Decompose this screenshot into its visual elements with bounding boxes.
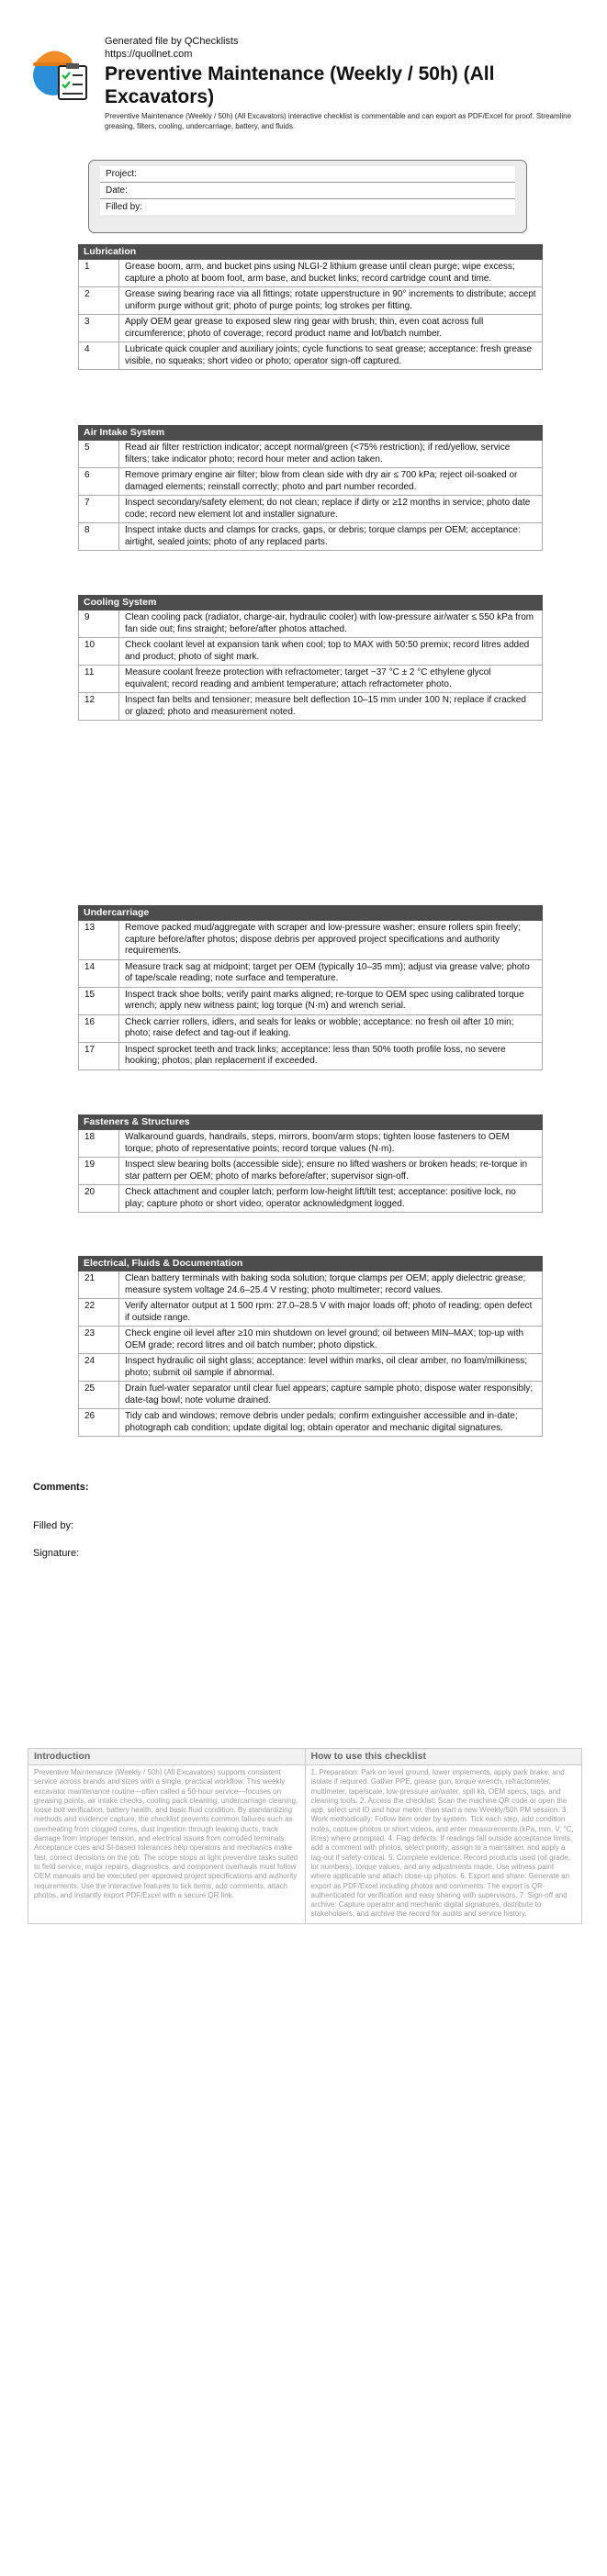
item-number: 22 xyxy=(79,1299,119,1326)
item-text: Clean battery terminals with baking soda solution; torque clamps per OEM; apply dielectric grease; measure system voltage 24.6–25.4 V resting; photo multimeter; record values. xyxy=(125,1273,526,1295)
item-text: Check carrier rollers, idlers, and seals for leaks or wobble; acceptance: no fresh oil after 10 min; photo; raise defect and tag-out if leaking. xyxy=(125,1016,514,1038)
section-fasteners-structures xyxy=(78,1114,543,1213)
checklist-item[interactable] xyxy=(78,315,543,342)
generated-by-text: Generated file by QChecklists xyxy=(105,36,239,47)
checklist-item[interactable] xyxy=(78,638,543,666)
checklist-item[interactable] xyxy=(78,1130,543,1158)
section-undercarriage xyxy=(78,905,543,1070)
checklist-item[interactable] xyxy=(78,342,543,370)
item-number: 25 xyxy=(79,1382,119,1408)
item-number: 9 xyxy=(79,610,119,637)
how-to-use-text: 1. Preparation: Park on level ground, lower implements, apply park brake, and isolate if required. Gather PPE, grease gun, torque wrench, refractometer, multimeter, tape/scale, low-pressure air/water, spill kit, OEM specs, tags, and cleaning tools. 2. Access the checklist: Scan the machine QR code or open the app, select unit ID and hour meter, then start a new Weekly/50h PM session. 3. Work methodically: Follow item order by system. Tick each step, add condition notes, capture photos or short videos, and enter measurements (kPa, mm, V, °C, litres) where prompted. 4. Flag defects: If readings fall outside acceptance limits, add a comment with photos, select priority, assign to a maintainer, and apply a tag-out if safety-critical. 5. Complete evidence: Record products used (oil grade, lot numbers), torque values, and any adjustments made. Use witness paint where applicable and attach close-up photos. 6. Export and share: Generate an export as PDF/Excel including photos and comments. The export is QR-authenticated for verification and easy sharing with supervisors. 7. Sign-off and archive: Capture operator and mechanic digital signatures, distribute to stakeholders, and archive the record for audits and service history. xyxy=(310,1768,574,1919)
item-text: Read air filter restriction indicator; accept normal/green (<75% restriction); if red/yellow, service filters; take indicator photo; record hour meter and action taken. xyxy=(125,442,511,465)
item-text: Check engine oil level after ≥10 min shutdown on level ground; oil between MIN–MAX; top-up with OEM grade; record litres and oil batch number; photo dipstick. xyxy=(125,1328,524,1350)
item-number: 21 xyxy=(79,1271,119,1298)
item-text: Grease boom, arm, and bucket pins using NLGI-2 lithium grease until clean purge; wipe excess; capture a photo at boom foot, arm base, and bucket links; record cartridge count and time. xyxy=(125,262,515,284)
footer-info xyxy=(28,1748,582,1924)
item-text: Tidy cab and windows; remove debris under pedals; confirm extinguisher accessible and in-date; photograph cab condition; update digital log; obtain operator and mechanic digital signatures. xyxy=(125,1411,518,1433)
item-number: 2 xyxy=(79,287,119,314)
checklist-item[interactable] xyxy=(78,610,543,638)
project-info-box xyxy=(88,160,527,233)
item-text: Grease swing bearing race via all fittings; rotate upperstructure in 90° increments to distribute; accept uniform purge without grit; photo of purge points; log strokes per fitting. xyxy=(125,289,536,311)
checklist-item[interactable] xyxy=(78,960,543,988)
item-number: 11 xyxy=(79,666,119,692)
item-text: Inspect fan belts and tensioner; measure belt deflection 10–15 mm under 100 N; replace if cracked or glazed; photo and measurement noted. xyxy=(125,695,526,717)
checklist-item[interactable] xyxy=(78,1015,543,1043)
checklist-item[interactable] xyxy=(78,921,543,960)
section-cooling-system xyxy=(78,595,543,721)
header-text xyxy=(105,35,578,131)
date-field[interactable]: Date: xyxy=(100,183,515,199)
checklist-item[interactable] xyxy=(78,287,543,315)
section-heading: Electrical, Fluids & Documentation xyxy=(78,1256,543,1271)
checklist-item[interactable] xyxy=(78,1409,543,1437)
page-description: Preventive Maintenance (Weekly / 50h) (All Excavators) interactive checklist is commentable and can export as PDF/Excel for proof. Streamline greasing, filters, cooling, undercarriage, battery, and fluids. xyxy=(105,112,572,130)
item-number: 7 xyxy=(79,496,119,522)
checklist-item[interactable] xyxy=(78,1354,543,1382)
section-heading: Cooling System xyxy=(78,595,543,610)
item-text: Walkaround guards, handrails, steps, mirrors, boom/arm stops; tighten loose fasteners to OEM torque; photo of representative points; record torque values (N·m). xyxy=(125,1132,510,1154)
item-number: 15 xyxy=(79,988,119,1014)
item-number: 4 xyxy=(79,342,119,369)
checklist-item[interactable] xyxy=(78,468,543,496)
item-text: Inspect sprocket teeth and track links; acceptance: less than 50% tooth profile loss, no severe hooking; photos; plan replacement if exceeded. xyxy=(125,1044,506,1066)
item-number: 1 xyxy=(79,260,119,286)
item-number: 5 xyxy=(79,441,119,467)
checklist-item[interactable] xyxy=(78,1271,543,1299)
checklist-item[interactable] xyxy=(78,988,543,1015)
project-field[interactable]: Project: xyxy=(100,166,515,183)
filled-by-label: Filled by: xyxy=(33,1520,74,1531)
item-text: Remove primary engine air filter; blow from clean side with dry air ≤ 700 kPa; reject oil-soaked or damaged elements; reinstall correctly; photo and part number recorded. xyxy=(125,470,518,492)
item-text: Check coolant level at expansion tank when cool; top to MAX with 50:50 premix; record litres added and product; photo of sight mark. xyxy=(125,640,530,662)
item-number: 16 xyxy=(79,1015,119,1042)
item-number: 26 xyxy=(79,1409,119,1436)
introduction-text: Preventive Maintenance (Weekly / 50h) (All Excavators) supports consistent service across brands and sizes with a single, practical workflow. This weekly excavator maintenance routine—often called a 50-hour service—focuses on greasing points, air intake checks, cooling pack cleaning, undercarriage cleaning, loose bolt verification, battery health, and basic fluid condition. By standardizing methods and evidence capture, the checklist prevents common failures such as overheating from clogged cores, dust ingestion through leaking ducts, track damage from improper tension, and electrical issues from corroded terminals. Acceptance cues and SI-based tolerances help operators and mechanics make fast, correct decisions on the job. The scope stops at light preventive tasks suited to field service; major repairs, diagnostics, and component overhauls must follow OEM manuals and be executed per approved project specifications and authority requirements. Use the interactive features to tick items, add comments, attach photos, and instantly export PDF/Excel with a secure QR link. xyxy=(34,1768,298,1899)
item-text: Measure track sag at midpoint; target per OEM (typically 10–35 mm); adjust via grease valve; photo of tape/scale reading; note surface and temperature. xyxy=(125,961,530,983)
checklist-item[interactable] xyxy=(78,523,543,551)
section-heading: Lubrication xyxy=(78,244,543,260)
introduction-column xyxy=(28,1749,306,1923)
introduction-heading: Introduction xyxy=(28,1749,305,1765)
source-url-link[interactable]: https://quollnet.com xyxy=(105,49,193,60)
item-text: Check attachment and coupler latch; perform low-height lift/tilt test; acceptance: positive lock, no play; capture photo or short video; operator acknowledgment logged. xyxy=(125,1187,516,1209)
item-text: Remove packed mud/aggregate with scraper and low-pressure washer; ensure rollers spin freely; capture before/after photos; dispose debris per approved project specifications and authority requirements. xyxy=(125,923,521,956)
page-title: Preventive Maintenance (Weekly / 50h) (All Excavators) xyxy=(105,63,495,107)
item-number: 10 xyxy=(79,638,119,665)
item-text: Inspect secondary/safety element; do not clean; replace if dirty or ≥12 months in service; photo date code; record new element lot and installer signature. xyxy=(125,498,531,520)
item-number: 14 xyxy=(79,960,119,987)
item-text: Apply OEM gear grease to exposed slew ring gear with brush; thin, even coat across full circumference; photo of coverage; record product name and lot/batch number. xyxy=(125,317,484,339)
comments-label: Comments: xyxy=(33,1482,89,1493)
item-text: Inspect intake ducts and clamps for cracks, gaps, or debris; torque clamps per OEM; acceptance: airtight, sealed joints; photo of any replaced parts. xyxy=(125,525,521,547)
checklist-item[interactable] xyxy=(78,1185,543,1213)
item-text: Measure coolant freeze protection with refractometer; target −37 °C ± 2 °C ethylene glycol equivalent; record reading and ambient temperature; attach refractometer photo. xyxy=(125,667,491,689)
checklist-item[interactable] xyxy=(78,666,543,693)
item-text: Drain fuel-water separator until clear fuel appears; capture sample photo; dispose water responsibly; date-tag bowl; note volume drained. xyxy=(125,1383,534,1406)
checklist-item[interactable] xyxy=(78,1043,543,1070)
section-air-intake-system xyxy=(78,425,543,551)
checklist-item[interactable] xyxy=(78,1299,543,1327)
section-heading: Fasteners & Structures xyxy=(78,1114,543,1130)
how-to-use-heading: How to use this checklist xyxy=(306,1749,582,1765)
checklist-item[interactable] xyxy=(78,1382,543,1409)
item-number: 3 xyxy=(79,315,119,342)
signature-label: Signature: xyxy=(33,1548,80,1559)
checklist-item[interactable] xyxy=(78,1327,543,1354)
filled-by-field[interactable]: Filled by: xyxy=(100,199,515,215)
item-number: 20 xyxy=(79,1185,119,1212)
item-text: Inspect track shoe bolts; verify paint marks aligned; re-torque to OEM spec using calibrated torque wrench; apply new witness paint; log torque (N·m) and wrench serial. xyxy=(125,989,524,1011)
how-to-use-column xyxy=(306,1749,582,1923)
item-number: 6 xyxy=(79,468,119,495)
item-text: Lubricate quick coupler and auxiliary joints; cycle functions to seat grease; acceptance: fresh grease visible, no squeaks; short video or photo; operator sign-off captured. xyxy=(125,344,533,366)
item-text: Inspect hydraulic oil sight glass; acceptance: level within marks, oil clear amber, no foam/milkiness; photo; submit oil sample if abnormal. xyxy=(125,1356,527,1378)
checklist-item[interactable] xyxy=(78,1158,543,1185)
item-text: Verify alternator output at 1 500 rpm: 27.0–28.5 V with major loads off; photo of reading; open defect if outside range. xyxy=(125,1301,533,1323)
item-number: 17 xyxy=(79,1043,119,1070)
item-number: 8 xyxy=(79,523,119,550)
item-number: 24 xyxy=(79,1354,119,1381)
section-heading: Air Intake System xyxy=(78,425,543,441)
item-number: 23 xyxy=(79,1327,119,1353)
section-heading: Undercarriage xyxy=(78,905,543,921)
checklist-item[interactable] xyxy=(78,693,543,721)
section-lubrication xyxy=(78,244,543,370)
item-number: 12 xyxy=(79,693,119,720)
quollnet-logo-icon xyxy=(29,39,96,105)
item-text: Clean cooling pack (radiator, charge-air, hydraulic cooler) with low-pressure air/water ≤ 550 kPa from fan side out; fins straight; before/after photos attached. xyxy=(125,612,534,634)
checklist-item[interactable] xyxy=(78,441,543,468)
item-number: 18 xyxy=(79,1130,119,1157)
item-number: 19 xyxy=(79,1158,119,1184)
item-number: 13 xyxy=(79,921,119,959)
checklist-item[interactable] xyxy=(78,496,543,523)
item-text: Inspect slew bearing bolts (accessible side); ensure no lifted washers or broken heads; re-torque in star pattern per OEM; photo of marks before/after; supervisor sign-off. xyxy=(125,1159,528,1182)
checklist-item[interactable] xyxy=(78,260,543,287)
section-electrical-fluids-documentation xyxy=(78,1256,543,1437)
